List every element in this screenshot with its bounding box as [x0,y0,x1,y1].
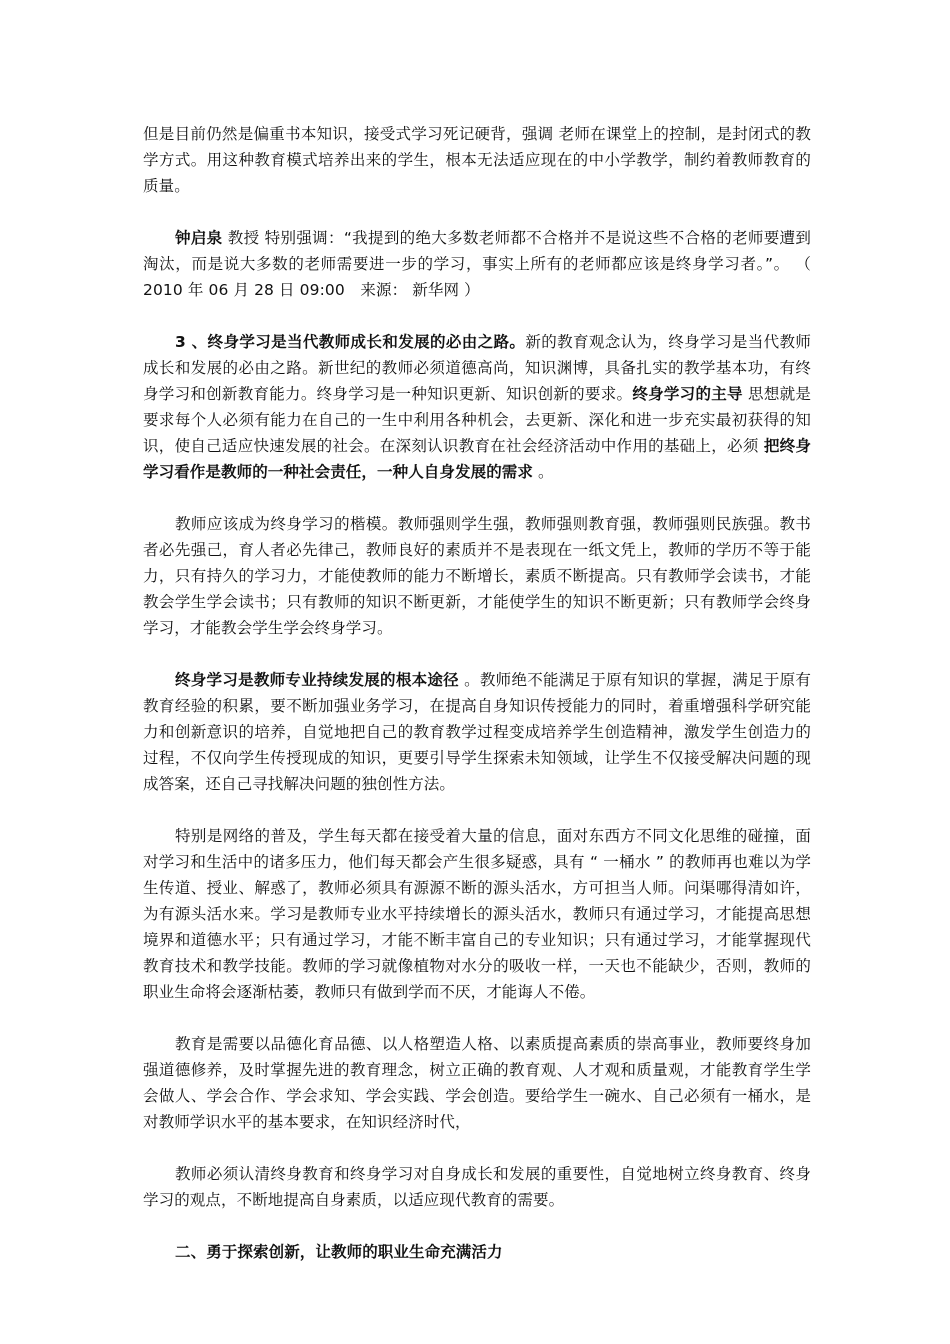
quote-text: 教授 特别强调：“我提到的绝大多数老师都不合格并不是说这些不合格的老师要遭到淘汰，而是说大多数的老师需要进一步的学习，事实上所有的老师都应该是终身学习者。”。 （ 2010 年 06 月 28 日 09:00 来源： 新华网 ） [143,229,811,299]
paragraph-3-bold-2: 终身学习的主导 [632,385,743,403]
paragraph-5-text: 。教师绝不能满足于原有知识的掌握，满足于原有教育经验的积累，要不断加强业务学习，在提高自身知识传授能力的同时，着重增强科学研究能力和创新意识的培养，自觉地把自己的教育教学过程变成培养学生创造精神，激发学生创造力的过程，不仅向学生传授现成的知识，更要引导学生探索未知领域，让学生不仅接受解决问题的现成答案，还自己寻找解决问题的独创性方法。 [143,671,811,793]
paragraph-7: 教育是需要以品德化育品德、以人格塑造人格、以素质提高素质的崇高事业，教师要终身加强道德修养，及时掌握先进的教育理念，树立正确的教育观、人才观和质量观，才能教育学生学会做人、学会合作、学会求知、学会实践、学会创造。要给学生一碗水、自己必须有一桶水，是对教师学识水平的基本要求，在知识经济时代， [143,1035,811,1131]
paragraph-3-bold-3: 把终身学习看作是教师的一种社会责任，一种人自身发展的需求 [143,437,811,481]
paragraph-3 [143,329,811,485]
section-heading: 二、勇于探索创新，让教师的职业生命充满活力 [175,1243,503,1261]
paragraph-1: 但是目前仍然是偏重书本知识，接受式学习死记硬背，强调 老师在课堂上的控制，是封闭式的教学方式。用这种教育模式培养出来的学生，根本无法适应现在的中小学教学，制约着教师教育的质量。 [143,125,811,195]
document-body [143,121,811,1291]
paragraph-4: 教师应该成为终身学习的楷模。教师强则学生强，教师强则教育强，教师强则民族强。教书者必先强己，育人者必先律己，教师良好的素质并不是表现在一纸文凭上，教师的学历不等于能力，只有持久的学习力，才能使教师的能力不断增长，素质不断提高。只有教师学会读书，才能教会学生学会读书；只有教师的知识不断更新，才能使学生的知识不断更新；只有教师学会终身学习，才能教会学生学会终身学习。 [143,515,811,637]
paragraph-5-bold: 终身学习是教师专业持续发展的根本途径 [175,671,459,689]
paragraph-3-text-1: 新的教育观念认为，终身学习是当代教师成长和发展的必由之路。新世纪的教师必须道德高尚，知识渊博，具备扎实的教学基本功，有终身学习和创新教育能力。终身学习是一种知识更新、知识创新的要求。 [143,333,811,403]
paragraph-8: 教师必须认清终身教育和终身学习对自身成长和发展的重要性，自觉地树立终身教育、终身学习的观点，不断地提高自身素质，以适应现代教育的需要。 [143,1165,811,1209]
paragraph-2 [143,225,811,303]
paragraph-5 [143,667,811,797]
paragraph-3-text-3: 。 [533,463,554,481]
section-3-title: 3 、终身学习是当代教师成长和发展的必由之路。 [175,333,526,351]
paragraph-3-text-2: 思想就是要求每个人必须有能力在自己的一生中利用各种机会，去更新、深化和进一步充实最初获得的知识，使自己适应快速发展的社会。在深刻认识教育在社会经济活动中作用的基础上，必须 [143,385,811,455]
paragraph-6: 特别是网络的普及，学生每天都在接受着大量的信息，面对东西方不同文化思维的碰撞，面对学习和生活中的诸多压力，他们每天都会产生很多疑惑，具有 “ 一桶水 ” 的教师再也难以为学生传道、授业、解惑了，教师必须具有源源不断的源头活水，方可担当人师。问渠哪得清如许，为有源头活水来。学习是教师专业水平持续增长的源头活水，教师只有通过学习，才能提高思想境界和道德水平；只有通过学习，才能不断丰富自己的专业知识；只有通过学习，才能掌握现代教育技术和教学技能。教师的学习就像植物对水分的吸收一样，一天也不能缺少，否则，教师的职业生命将会逐渐枯萎，教师只有做到学而不厌，才能诲人不倦。 [143,827,811,1001]
professor-name: 钟启泉 [175,229,223,247]
